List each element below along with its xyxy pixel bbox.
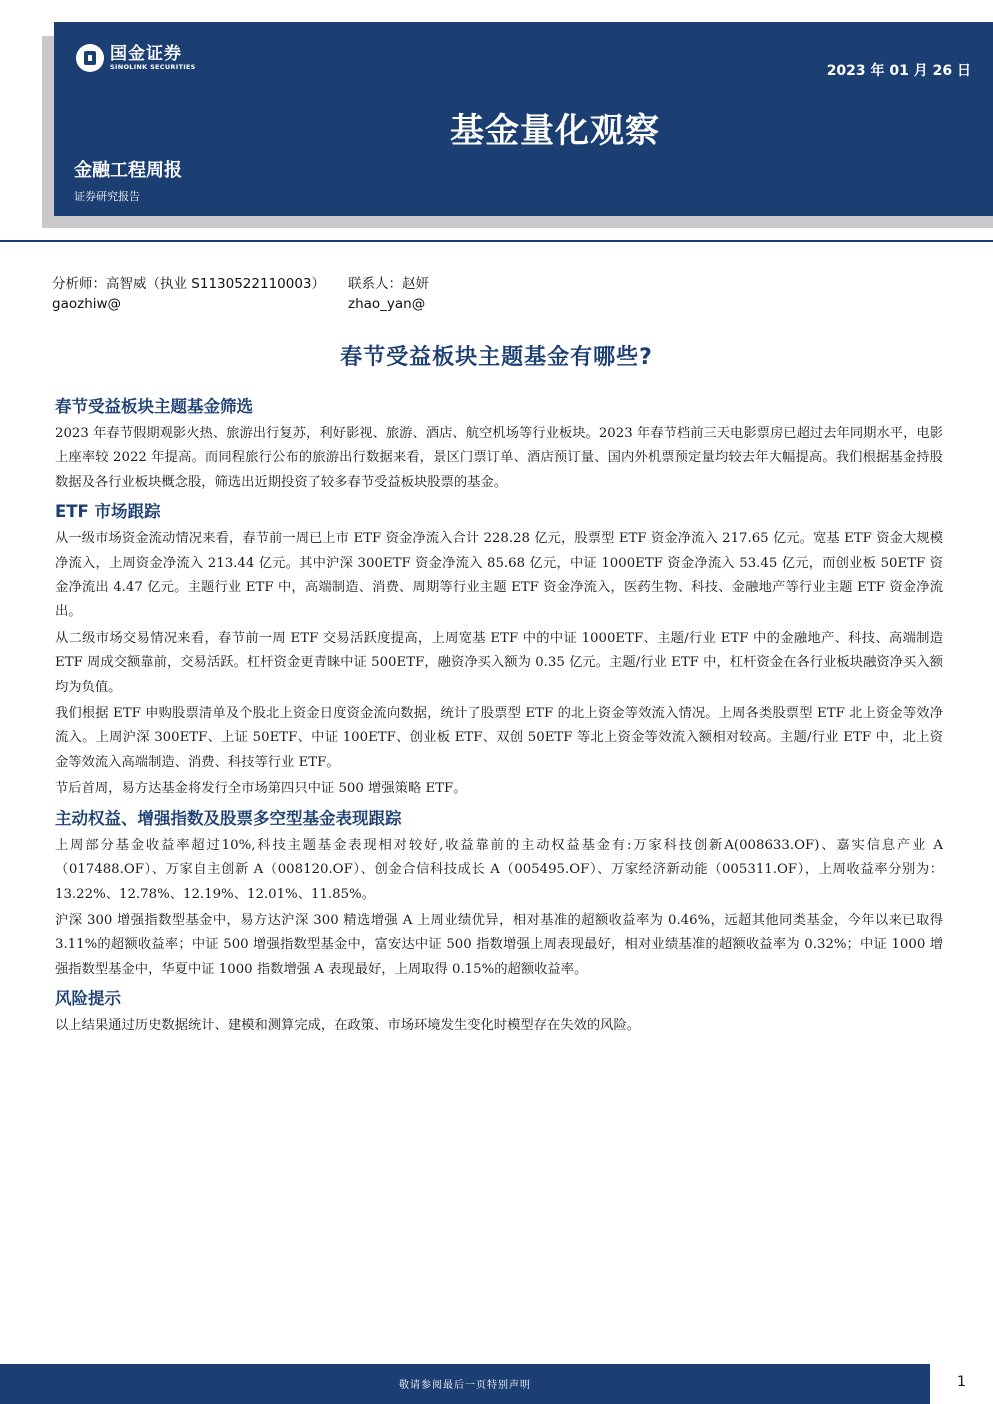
section-heading: ETF 市场跟踪 xyxy=(55,502,161,522)
report-body xyxy=(55,392,943,1041)
report-date: 2023 年 01 月 26 日 xyxy=(826,63,971,79)
document-title: 春节受益板块主题基金有哪些? xyxy=(340,345,653,370)
report-type: 证券研究报告 xyxy=(74,190,140,203)
section-risk-warning xyxy=(55,984,943,1038)
report-series: 金融工程周报 xyxy=(74,160,182,181)
paragraph: 沪深 300 增强指数型基金中，易方达沪深 300 精选增强 A 上周业绩优异，相对基准的超额收益率为 0.46%，远超其他同类基金，今年以来已取得 3.11%的超额收益率；中证 500 增强指数型基金中，富安达中证 500 指数增强上周表现最好，相对业绩基准的超额收益率为 0.32%；中证 1000 增强指数型基金中，华夏中证 1000 指数增强 A 表现最好，上周取得 0.15%的超额收益率。 xyxy=(55,912,943,977)
contact-name: 联系人：赵妍 xyxy=(348,276,429,292)
section-etf-tracking xyxy=(55,497,943,801)
analyst-info xyxy=(52,274,429,314)
section-heading: 春节受益板块主题基金筛选 xyxy=(55,397,253,416)
section-heading: 风险提示 xyxy=(55,989,121,1009)
paragraph: 以上结果通过历史数据统计、建模和测算完成，在政策、市场环境发生变化时模型存在失效的风险。 xyxy=(55,1018,641,1034)
paragraph: 我们根据 ETF 申购股票清单及个股北上资金日度资金流向数据，统计了股票型 ETF 的北上资金等效流入情况。上周各类股票型 ETF 北上资金等效净流入。上周沪深 300ETF、上证 50ETF、中证 100ETF、创业板 ETF、双创 50ETF 等北上资金等效流入额相对较高。主题/行业 ETF 中，北上资金等效流入高端制造、消费、科技等行业 ETF。 xyxy=(55,706,943,770)
header-divider xyxy=(0,240,993,242)
contact-email[interactable]: zhao_yan@ xyxy=(348,296,426,312)
page-number: 1 xyxy=(957,1374,966,1390)
paragraph: 从一级市场资金流动情况来看，春节前一周已上市 ETF 资金净流入合计 228.28 亿元，股票型 ETF 资金净流入 217.65 亿元。宽基 ETF 资金大规模净流入，上周资金净流入 213.44 亿元。其中沪深 300ETF 资金净流入 85.68 亿元，中证 1000ETF 资金净流入 53.45 亿元，而创业板 50ETF 资金净流出 4.47 亿元。主题行业 ETF 中，高端制造、消费、周期等行业主题 ETF 资金净流入，医药生物、科技、金融地产等行业主题 ETF 资金净流出。 xyxy=(55,531,943,620)
paragraph: 节后首周，易方达基金将发行全市场第四只中证 500 增强策略 ETF。 xyxy=(55,781,467,797)
logo-en-text: SINOLINK SECURITIES xyxy=(110,62,196,71)
analyst-email[interactable]: gaozhiw@ xyxy=(52,296,122,312)
section-holiday-funds xyxy=(55,392,943,495)
logo-mark-icon xyxy=(76,44,104,72)
company-logo xyxy=(76,44,196,72)
section-heading: 主动权益、增强指数及股票多空型基金表现跟踪 xyxy=(55,808,402,828)
logo-cn-text: 国金证券 xyxy=(110,43,182,64)
analyst-name: 分析师：高智威（执业 S1130522110003） xyxy=(52,276,326,292)
footer-disclaimer: 敬请参阅最后一页特别声明 xyxy=(399,1380,531,1391)
paragraph: 上周部分基金收益率超过10%,科技主题基金表现相对较好,收益靠前的主动权益基金有:万家科技创新A(008633.OF)、嘉实信息产业 A（017488.OF）、万家自主创新 A（008120.OF）、创金合信科技成长 A（005495.OF）、万家经济新动能（005311.OF），上周收益率分别为：13.22%、12.78%、12.19%、12.01%、11.85%。 xyxy=(55,837,943,902)
section-fund-performance xyxy=(55,804,943,982)
paragraph: 2023 年春节假期观影火热、旅游出行复苏，利好影视、旅游、酒店、航空机场等行业板块。2023 年春节档前三天电影票房已超过去年同期水平，电影上座率较 2022 年提高。而同程旅行公布的旅游出行数据来看，景区门票订单、酒店预订量、国内外机票预定量均较去年大幅提高。我们根据基金持股数据及各行业板块概念股，筛选出近期投资了较多春节受益板块股票的基金。 xyxy=(55,426,943,490)
banner-title: 基金量化观察 xyxy=(450,111,660,151)
paragraph: 从二级市场交易情况来看，春节前一周 ETF 交易活跃度提高，上周宽基 ETF 中的中证 1000ETF、主题/行业 ETF 中的金融地产、科技、高端制造 ETF 周成交额靠前，交易活跃。杠杆资金更青睐中证 500ETF，融资净买入额为 0.35 亿元。主题/行业 ETF 中，杠杆资金在各行业板块融资净买入额均为负值。 xyxy=(55,630,943,695)
